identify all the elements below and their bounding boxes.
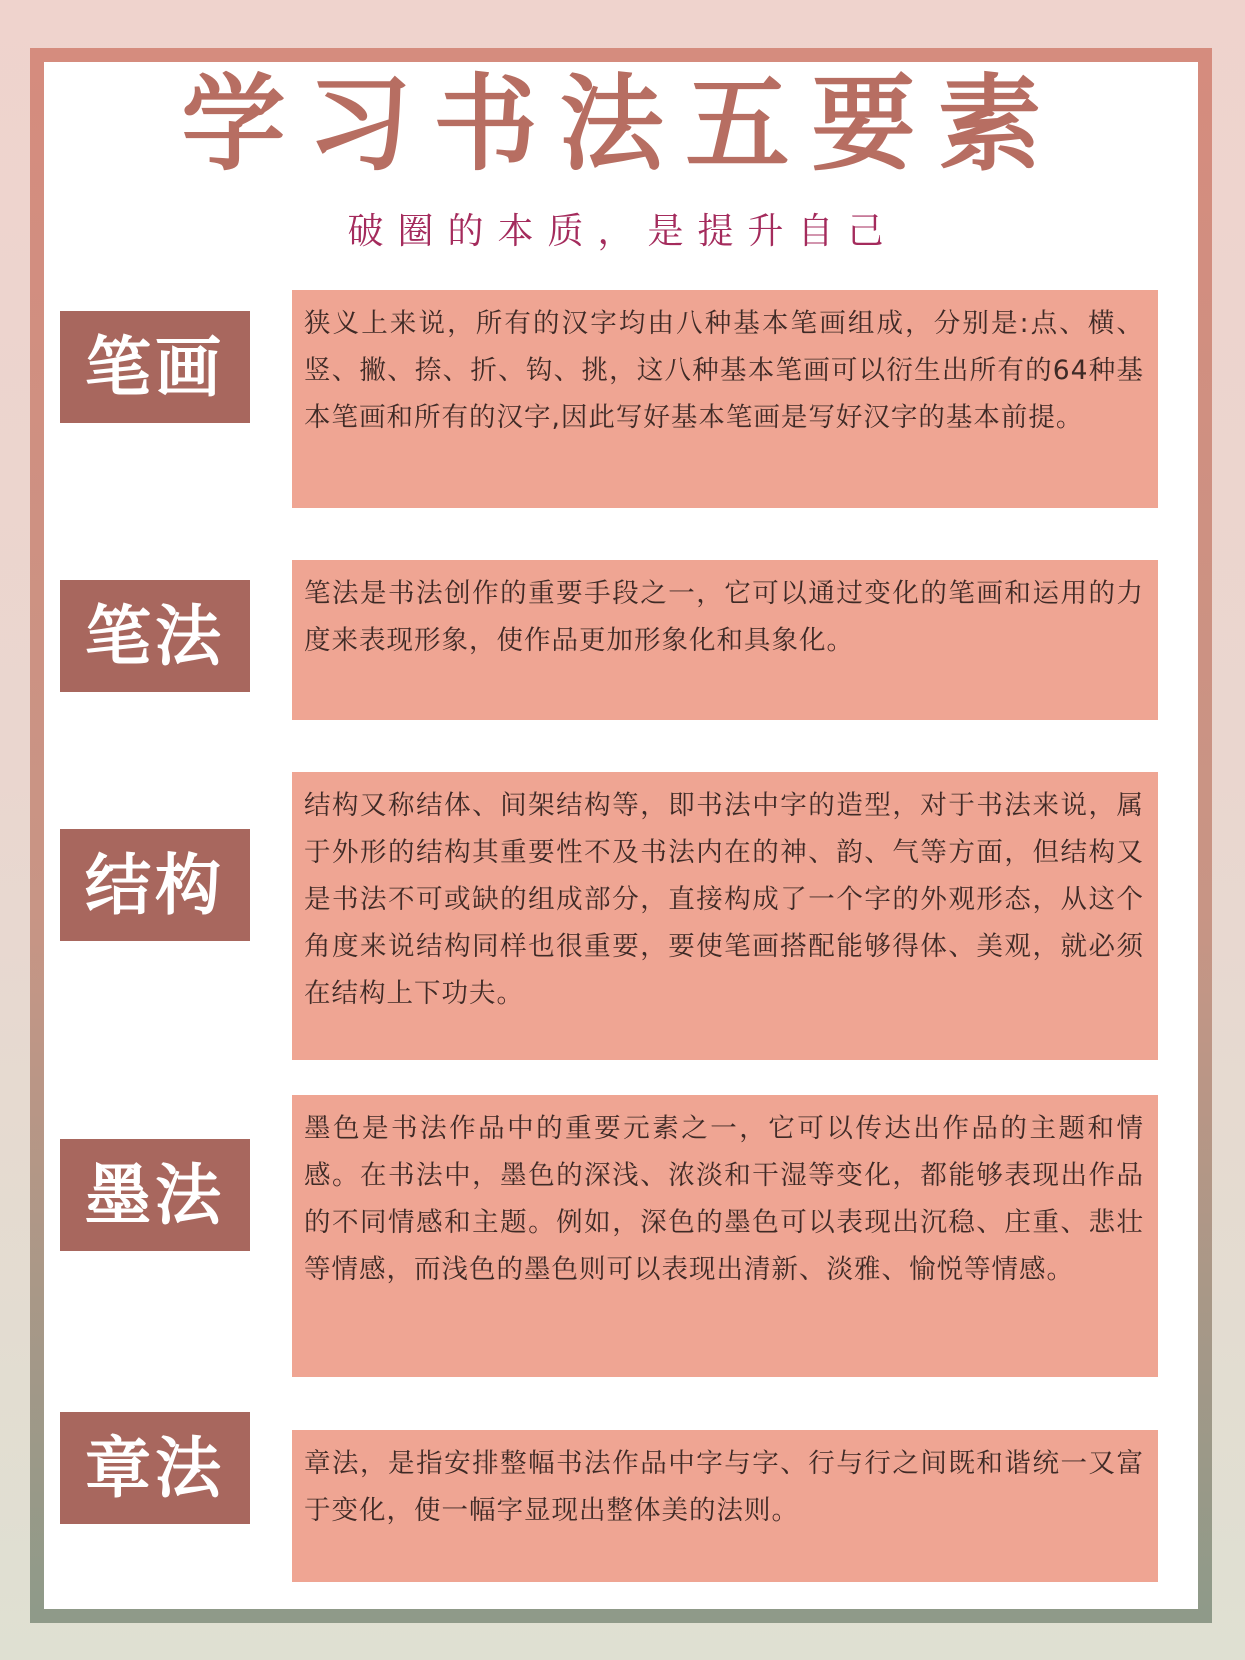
- section-label-bifa: 笔法: [60, 580, 250, 692]
- section-label-mofa: 墨法: [60, 1139, 250, 1251]
- section-card-bifa: 笔法是书法创作的重要手段之一，它可以通过变化的笔画和运用的力度来表现形象，使作品更加形象化和具象化。: [292, 560, 1158, 720]
- section-label-zhangfa: 章法: [60, 1412, 250, 1524]
- section-card-bihua: 狭义上来说，所有的汉字均由八种基本笔画组成，分别是:点、横、竖、撇、捺、折、钩、挑，这八种基本笔画可以衍生出所有的64种基本笔画和所有的汉字,因此写好基本笔画是写好汉字的基本前提。: [292, 290, 1158, 508]
- page-title: 学习书法五要素: [181, 62, 1064, 185]
- section-card-jiegou: 结构又称结体、间架结构等，即书法中字的造型，对于书法来说，属于外形的结构其重要性不及书法内在的神、韵、气等方面，但结构又是书法不可或缺的组成部分，直接构成了一个字的外观形态，从这个角度来说结构同样也很重要，要使笔画搭配能够得体、美观，就必须在结构上下功夫。: [292, 772, 1158, 1060]
- page-subtitle: 破圈的本质，是提升自己: [347, 211, 898, 252]
- section-card-mofa: 墨色是书法作品中的重要元素之一，它可以传达出作品的主题和情感。在书法中，墨色的深浅、浓淡和干湿等变化，都能够表现出作品的不同情感和主题。例如，深色的墨色可以表现出沉稳、庄重、悲壮等情感，而浅色的墨色则可以表现出清新、淡雅、愉悦等情感。: [292, 1095, 1158, 1377]
- section-label-bihua: 笔画: [60, 311, 250, 423]
- section-card-zhangfa: 章法，是指安排整幅书法作品中字与字、行与行之间既和谐统一又富于变化，使一幅字显现出整体美的法则。: [292, 1430, 1158, 1582]
- section-label-jiegou: 结构: [60, 829, 250, 941]
